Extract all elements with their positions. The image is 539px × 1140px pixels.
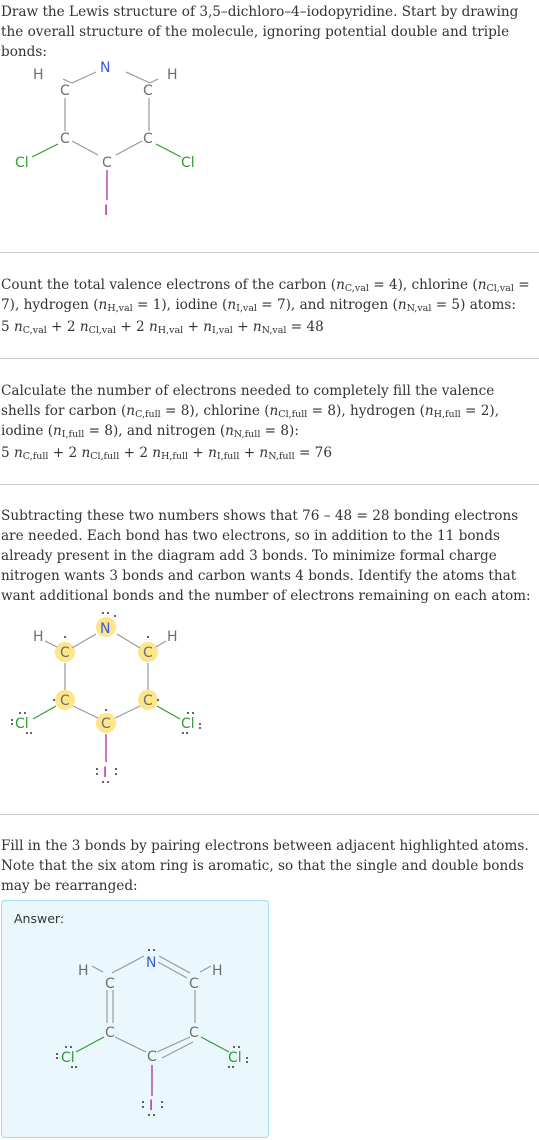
atom-h: H (167, 629, 178, 645)
atom-cl: Cl (61, 1050, 75, 1066)
atom-n: N (146, 955, 157, 971)
structure-diagram-highlighted (0, 610, 539, 810)
atom-cl: Cl (228, 1050, 242, 1066)
atom-c: C (143, 693, 153, 709)
atom-cl: Cl (181, 716, 195, 732)
structure-diagram-1 (0, 0, 539, 250)
atom-c: C (189, 1025, 199, 1041)
atom-c: C (60, 83, 70, 99)
structure-diagram-answer (0, 900, 539, 1120)
atom-h: H (167, 67, 178, 83)
atom-cl: Cl (15, 716, 29, 732)
answer-label: Answer: (14, 911, 65, 926)
atom-c: C (105, 976, 115, 992)
atom-c: C (60, 131, 70, 147)
atom-c: C (105, 1025, 115, 1041)
atom-c: C (102, 155, 112, 171)
divider (0, 358, 539, 359)
atom-n: N (100, 60, 111, 76)
bonding-electrons-text: Subtracting these two numbers shows that 76 – 48 = 28 bonding electrons are needed. Each bond has two electrons, so in addition to the 11 bonds already present in the diagram add 3 bonds. To minimize formal charge nitrogen wants 3 bonds and carbon wants 4 bonds. Identify the atoms that want additional bonds and the number of electrons remaining on each atom: (1, 508, 531, 604)
atom-c: C (147, 1049, 157, 1065)
intro-text: Draw the Lewis structure of 3,5–dichloro–4–iodopyridine. Start by drawing the overall structure of the molecule, ignoring potential double and triple bonds: (1, 4, 519, 60)
atom-i: I (149, 1098, 154, 1114)
divider (0, 252, 539, 253)
valence-count-text: Count the total valence electrons of the carbon $(n_{C,val} = 4)$, chlorine $(n_{Cl,val} = 7)$, hydrogen $(n_{H,val} = 1)$, iodine $(n_{I,val} = 7)$, and nitrogen $(n_{N,val} = 5)$ atoms: (1, 277, 530, 314)
atom-i: I (104, 203, 109, 219)
atom-c: C (143, 131, 153, 147)
atom-cl: Cl (181, 155, 195, 171)
full-shell-equation: 5 $n_{C,full} + 2$ $n_{Cl,full} + 2$ $n_{H,full} + n_{I,full} + n_{N,full} = 76$ (1, 445, 332, 462)
atom-c: C (101, 716, 111, 732)
atom-h: H (33, 629, 44, 645)
divider (0, 814, 539, 815)
atom-h: H (78, 963, 89, 979)
atom-cl: Cl (15, 155, 29, 171)
atom-c: C (60, 693, 70, 709)
atom-n: N (100, 621, 111, 637)
atom-i: I (103, 765, 108, 781)
valence-equation: 5 $n_{C,val} + 2$ $n_{Cl,val} + 2$ $n_{H,val} + n_{I,val} + n_{N,val} = 48$ (1, 319, 324, 336)
full-shell-text: Calculate the number of electrons needed to completely fill the valence shells for carbon $(n_{C,full} = 8)$, chlorine $(n_{Cl,full} = 8)$, hydrogen $(n_{H,full} = 2)$, iodine $(n_{I,full} = 8)$, and nitrogen $(n_{N,full} = 8)$: (1, 383, 500, 440)
atom-c: C (143, 83, 153, 99)
atom-h: H (33, 67, 44, 83)
atom-c: C (143, 645, 153, 661)
atom-h: H (212, 963, 223, 979)
atom-c: C (189, 976, 199, 992)
divider (0, 484, 539, 485)
fill-bonds-text: Fill in the 3 bonds by pairing electrons between adjacent highlighted atoms. Note that the six atom ring is aromatic, so that the single and double bonds may be rearranged: (1, 838, 529, 894)
atom-c: C (60, 645, 70, 661)
